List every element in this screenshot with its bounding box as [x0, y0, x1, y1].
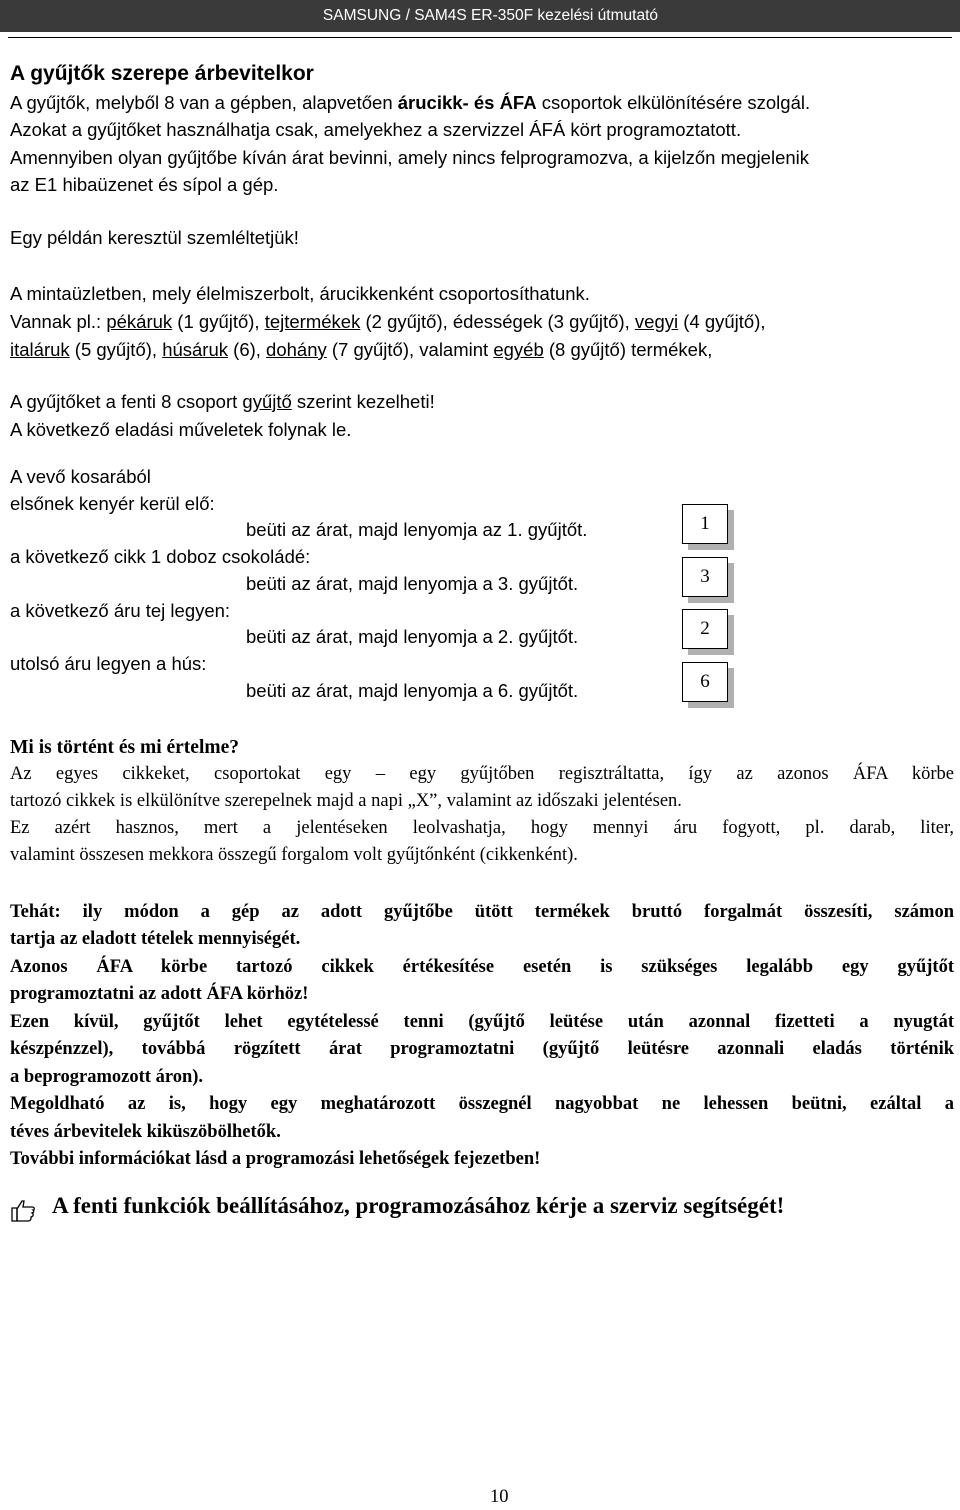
group-name: egyéb: [493, 339, 544, 360]
basket-line: A vevő kosarából: [10, 466, 151, 487]
section-title: A gyűjtők szerepe árbevitelkor: [10, 62, 314, 85]
shop-line: A mintaüzletben, mely élelmiszerbolt, árucikkenként csoportosíthatunk.: [10, 283, 590, 304]
step-action-3: beüti az árat, majd lenyomja a 2. gyűjtőt.: [246, 626, 579, 647]
intro-text: A gyűjtők, melyből 8 van a gépben, alapvetően: [10, 92, 398, 113]
step-label-2: a következő cikk 1 doboz csokoládé:: [10, 546, 311, 567]
next-ops-line: A következő eladási műveletek folynak le.: [10, 419, 352, 440]
intro-line-3: Amennyiben olyan gyűjtőbe kíván árat bevinni, amely nincs felprogramozva, a kijelzőn megjelenik: [10, 147, 810, 168]
summary-line-6: készpénzzel), továbbá rögzített árat programoztatni (gyűjtő leütésre azonnali eladás történik: [10, 1039, 954, 1059]
explain-line-2: tartozó cikkek is elkülönítve szerepelnek majd a napi „X”, valamint az időszaki jelentésen.: [10, 791, 682, 811]
summary-line-1: Tehát: ily módon a gép az adott gyűjtőbe ütött termékek bruttó forgalmát összesíti, számon: [10, 902, 954, 922]
pointing-hand-icon: [8, 1196, 38, 1230]
groups-text: (8 gyűjtő) termékek,: [543, 339, 713, 360]
groups-text: (4 gyűjtő),: [678, 311, 766, 332]
step-label-1: elsőnek kenyér kerül elő:: [10, 493, 215, 514]
handle-line: [10, 391, 435, 413]
summary-line-9: téves árbevitelek kiküszöbölhetők.: [10, 1122, 281, 1142]
groups-line-1: [10, 311, 766, 333]
key-box-3: 2: [682, 609, 728, 649]
group-name: vegyi: [634, 311, 679, 332]
step-label-4: utolsó áru legyen a hús:: [10, 653, 207, 674]
explain-line-3: Ez azért hasznos, mert a jelentéseken leolvashatja, hogy mennyi áru fogyott, pl. darab, liter,: [10, 818, 954, 838]
groups-text: (6),: [228, 339, 267, 360]
example-line: Egy példán keresztül szemléltetjük!: [10, 227, 299, 248]
groups-line-2: [10, 339, 712, 361]
intro-line-1: [10, 92, 810, 114]
handle-underlined: gyűjtő: [242, 391, 292, 412]
handle-text: szerint kezelheti!: [291, 391, 435, 412]
intro-line-2: Azokat a gyűjtőket használhatja csak, amelyekhez a szervizzel ÁFÁ kört programoztatott.: [10, 119, 742, 140]
explain-line-4: valamint összesen mekkora összegű forgalom volt gyűjtőnként (cikkenként).: [10, 845, 578, 865]
step-action-2: beüti az árat, majd lenyomja a 3. gyűjtőt.: [246, 573, 579, 594]
groups-text: (7 gyűjtő), valamint: [326, 339, 494, 360]
final-note: A fenti funkciók beállításához, programozásához kérje a szerviz segítségét!: [52, 1193, 785, 1218]
page-number: 10: [490, 1487, 509, 1507]
step-action-4: beüti az árat, majd lenyomja a 6. gyűjtőt.: [246, 680, 579, 701]
explain-line-1: Az egyes cikkeket, csoportokat egy – egy gyűjtőben regisztráltatta, így az azonos ÁFA körbe: [10, 764, 954, 784]
intro-line-4: az E1 hibaüzenet és sípol a gép.: [10, 174, 279, 195]
key-box-4: 6: [682, 662, 728, 702]
intro-bold: árucikk- és ÁFA: [397, 92, 537, 113]
summary-line-10: További információkat lásd a programozási lehetőségek fejezetben!: [10, 1149, 541, 1169]
group-name: dohány: [266, 339, 327, 360]
key-box-1: 1: [682, 504, 728, 544]
handle-text: A gyűjtőket a fenti 8 csoport: [10, 391, 243, 412]
groups-text: (2 gyűjtő), édességek (3 gyűjtő),: [360, 311, 635, 332]
step-action-1: beüti az árat, majd lenyomja az 1. gyűjtőt.: [246, 519, 588, 540]
header-rule: [8, 37, 952, 38]
summary-line-4: programoztatni az adott ÁFA körhöz!: [10, 984, 309, 1004]
group-name: tejtermékek: [264, 311, 361, 332]
header-bar: [0, 0, 960, 32]
group-name: húsáruk: [162, 339, 229, 360]
groups-text: (5 gyűjtő),: [69, 339, 163, 360]
key-box-2: 3: [682, 557, 728, 597]
summary-line-8: Megoldható az is, hogy egy meghatározott összegnél nagyobbat ne lehessen beütni, ezáltal a: [10, 1094, 954, 1114]
header-title: SAMSUNG / SAM4S ER-350F kezelési útmutató: [322, 7, 658, 24]
question-heading: Mi is történt és mi értelme?: [10, 737, 240, 758]
summary-line-5: Ezen kívül, gyűjtőt lehet egytételessé tenni (gyűjtő leütése után azonnal fizetteti a nyugtát: [10, 1012, 954, 1032]
summary-line-2: tartja az eladott tételek mennyiségét.: [10, 929, 301, 949]
groups-text: (1 gyűjtő),: [172, 311, 265, 332]
intro-text: csoportok elkülönítésére szolgál.: [536, 92, 811, 113]
groups-text: Vannak pl.:: [10, 311, 107, 332]
group-name: pékáruk: [106, 311, 173, 332]
summary-line-7: a beprogramozott áron).: [10, 1067, 204, 1087]
summary-line-3: Azonos ÁFA körbe tartozó cikkek értékesítése esetén is szükséges legalább egy gyűjtőt: [10, 957, 954, 977]
step-label-3: a következő áru tej legyen:: [10, 600, 231, 621]
group-name: italáruk: [10, 339, 70, 360]
